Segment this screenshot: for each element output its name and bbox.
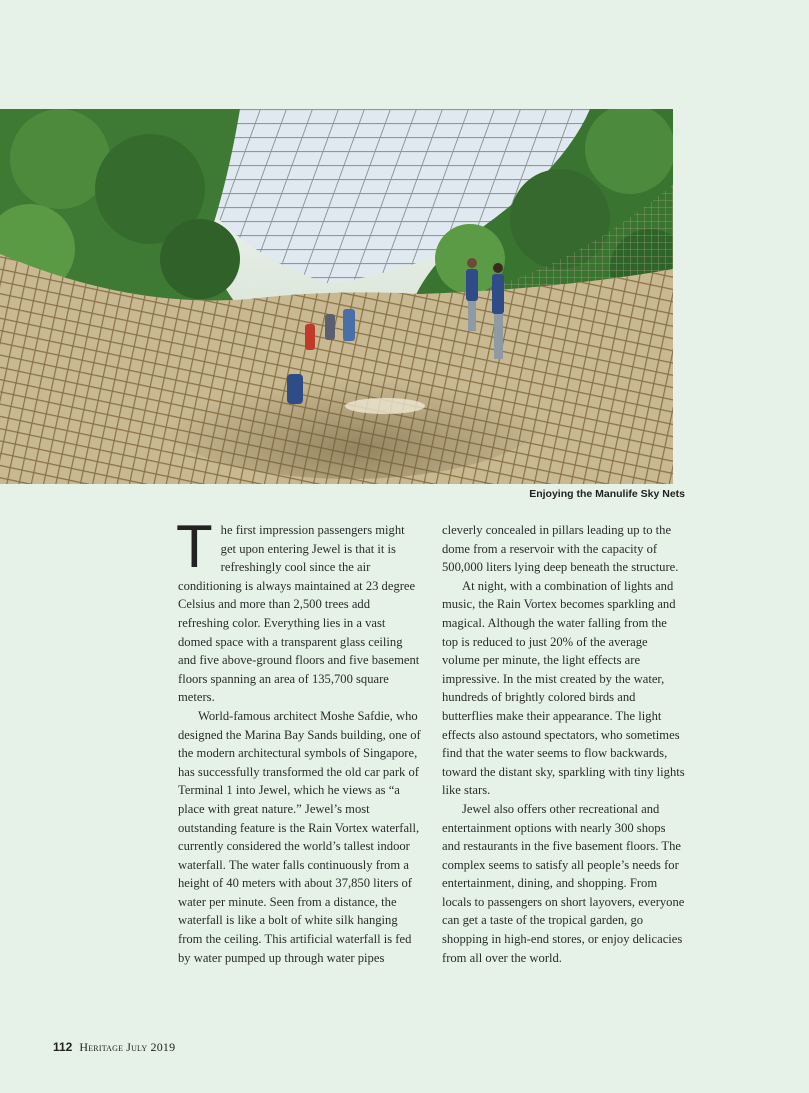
drop-cap: T: [176, 513, 213, 580]
sky-nets-photo: [0, 109, 673, 484]
paragraph: cleverly concealed in pillars leading up to the dome from a reservoir with the capacity of 500,000 liters lying deep beneath the structure.: [442, 523, 679, 575]
paragraph: Jewel also offers other recreational and entertainment options with nearly 300 shops and restaurants in the five basement floors. The complex seems to satisfy all people’s needs for entertainment, dining, and shopping. From locals to passengers on short layovers, everyone can get a taste of the tropical garden, go shopping in high-end stores, or enjoy delicacies from all over the world.: [442, 801, 685, 965]
article-column-2: [442, 521, 686, 967]
article-column-1: [176, 513, 422, 967]
issue-date: July 2019: [126, 1040, 176, 1054]
page-footer: [53, 1040, 175, 1055]
photo-caption: Enjoying the Manulife Sky Nets: [529, 488, 685, 500]
paragraph: At night, with a combination of lights and music, the Rain Vortex becomes sparkling and magical. Although the water falling from the top is reduced to just 20% of the average volume per minute, the light effects are impressive. In the mist created by the water, hundreds of brightly colored birds and butterflies make their appearance. The light effects also astound spectators, who sometimes find that the water seems to flow backwards, toward the distant sky, sparkling with tiny lights like stars.: [442, 578, 685, 798]
paragraph: World-famous architect Moshe Safdie, who designed the Marina Bay Sands building, one of the modern architectural symbols of Singapore, has successfully transformed the old car park of Terminal 1 into Jewel, which he views as “a place with great nature.” Jewel’s most outstanding feature is the Rain Vortex waterfall, currently considered the world’s tallest indoor waterfall. The water falls continuously from a height of 40 meters with about 37,850 liters of water per minute. Seen from a distance, the waterfall is like a bolt of white silk hanging from the ceiling. This artificial waterfall is fed by water pumped up through water pipes: [178, 708, 421, 965]
page-number: 112: [53, 1040, 73, 1054]
magazine-name: Heritage: [79, 1040, 124, 1054]
paragraph-text: he first impression passengers might get upon entering Jewel is that it is refreshingly cool since the air conditioning is always maintained at 23 degree Celsius and more than 2,500 trees add refreshing color. Everything lies in a vast domed space with a transparent glass ceiling and five above-ground floors and five basement floors spanning an area of 135,700 square meters.: [178, 523, 420, 705]
article-photo: [0, 109, 673, 484]
paragraph: [176, 513, 422, 707]
